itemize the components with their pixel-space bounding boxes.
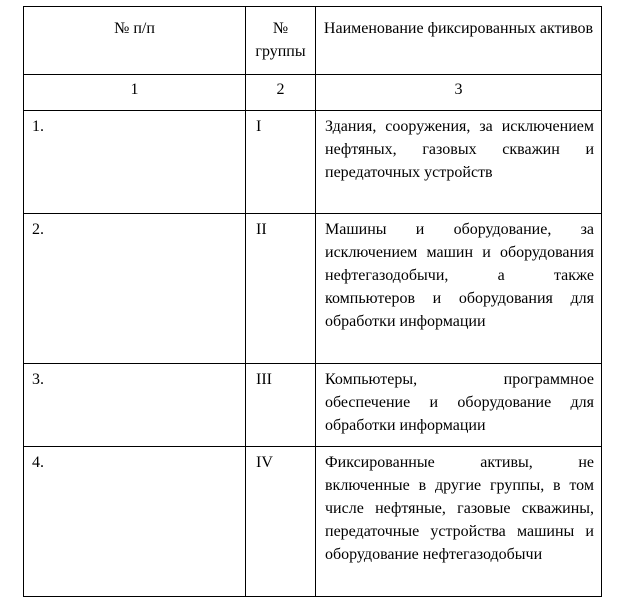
- header-cell-number: [24, 7, 246, 75]
- header-name-text: Наименование фиксированных активов: [323, 20, 594, 37]
- row-name-cell: Компьютеры, программное обеспечение и оборудование для обработки информации: [316, 364, 602, 447]
- row-number-cell: 3.: [24, 364, 246, 447]
- header-group-text: № группы: [255, 20, 306, 60]
- table-row: [24, 447, 602, 597]
- row-number-cell: 2.: [24, 214, 246, 364]
- fixed-assets-table: [23, 6, 602, 597]
- table-row: [24, 364, 602, 447]
- column-number-cell: 1: [24, 75, 246, 111]
- header-row: [24, 7, 602, 75]
- row-group-cell: I: [246, 111, 316, 214]
- row-number-cell: 4.: [24, 447, 246, 597]
- table-row: [24, 214, 602, 364]
- column-number-cell: 2: [246, 75, 316, 111]
- column-number-cell: 3: [316, 75, 602, 111]
- row-group-cell: III: [246, 364, 316, 447]
- header-cell-name: [316, 7, 602, 75]
- row-group-cell: II: [246, 214, 316, 364]
- row-group-cell: IV: [246, 447, 316, 597]
- table-row: [24, 111, 602, 214]
- column-number-row: [24, 75, 602, 111]
- header-cell-group: [246, 7, 316, 75]
- row-name-cell: Здания, сооружения, за исключением нефтяных, газовых скважин и передаточных устройств: [316, 111, 602, 214]
- header-number-text: № п/п: [114, 20, 155, 37]
- row-name-cell: Фиксированные активы, не включенные в другие группы, в том числе нефтяные, газовые скважины, передаточные устройства машины и оборудование нефтегазодобычи: [316, 447, 602, 597]
- row-number-cell: 1.: [24, 111, 246, 214]
- row-name-cell: Машины и оборудование, за исключением машин и оборудования нефтегазодобычи, а также компьютеров и оборудования для обработки информации: [316, 214, 602, 364]
